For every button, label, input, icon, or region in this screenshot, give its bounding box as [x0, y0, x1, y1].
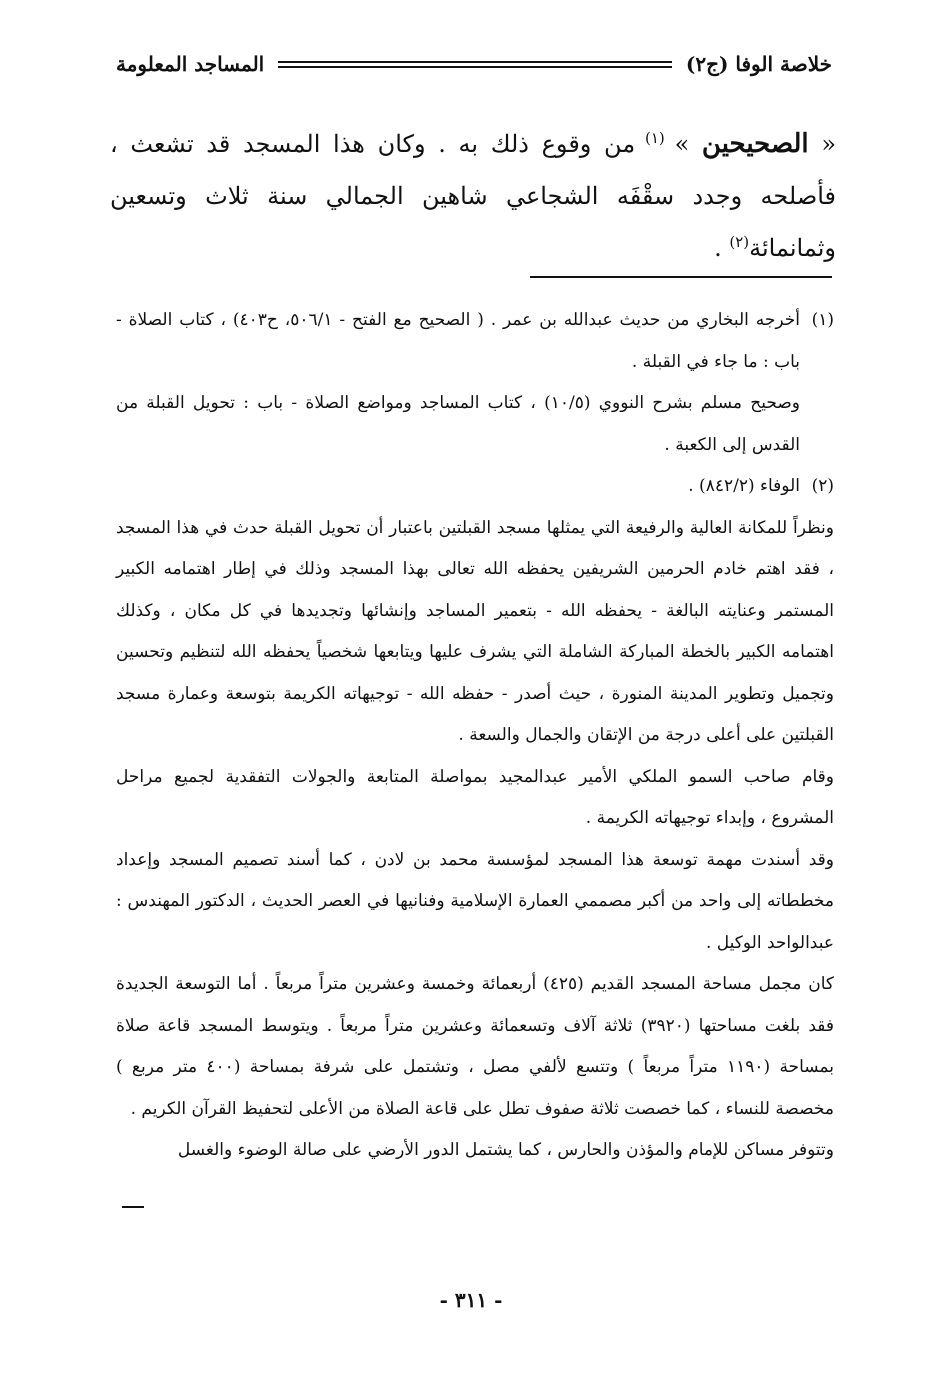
footnote-text: الوفاء (٨٤٢/٢) . [688, 476, 800, 496]
main-paragraph-text: من وقوع ذلك به . وكان هذا المسجد قد تشعث ، فأصلحه وجدد سقْفَه الشجاعي شاهين الجمالي سنة ثلاث وتسعين وثمانمائة [110, 130, 836, 262]
footnote-paragraph: وقد أسندت مهمة توسعة هذا المسجد لمؤسسة محمد بن لادن ، كما أسند تصميم المسجد وإعداد مخططاته إلى واحد من أكبر مصممي العمارة الإسلامية وفنانيها في العصر الحديث ، الدكتور المهندس : عبدالواحد الوكيل . [116, 849, 834, 953]
footnotes [116, 300, 834, 1172]
footnote-paragraph: ونظراً للمكانة العالية والرفيعة التي يمثلها مسجد القبلتين باعتبار أن تحويل القبلة حدث في هذا المسجد ، فقد اهتم خادم الحرمين الشريفين يحفظه الله تعالى بهذا المسجد وذلك في إطار اهتمامه الكبير المستمر وعنايته البالغة - يحفظه الله - بتعمير المساجد وإنشائها وتجديدها في كل مكان ، وكذلك اهتمامه الكبير بالخطة المباركة الشاملة التي يشرف عليها ويتابعها شخصياً يحفظه الله لتنظيم وتحسين وتجميل وتطوير المدينة المنورة ، حيث أصدر - حفظه الله - توجيهاته الكريمة بتوسعة وعمارة مسجد القبلتين على أعلى درجة من الإتقان والجمال والسعة . [116, 517, 834, 745]
footnote-body [116, 300, 800, 466]
running-header [116, 44, 832, 84]
footnote-number: (٢) [811, 476, 834, 496]
book-title: خلاصة الوفا (ج٢) [685, 52, 832, 76]
main-paragraph-end: . [714, 234, 730, 262]
page-number: - ٣١١ - [439, 1288, 503, 1312]
footnote-1 [116, 300, 834, 466]
footnote-ref-1: (١) [635, 129, 675, 147]
footnote-ref-2: (٢) [729, 233, 750, 251]
chapter-title: المساجد المعلومة [116, 52, 265, 76]
footnote-number: (١) [811, 310, 834, 330]
footnote-text: أخرجه البخاري من حديث عبدالله بن عمر . ( الصحيح مع الفتح - ٥٠٦/١، ح٤٠٣) ، كتاب الصلاة - باب : ما جاء في القبلة . [116, 310, 801, 372]
main-text [110, 118, 836, 274]
main-paragraph [110, 118, 836, 274]
quote-open: « [808, 130, 836, 158]
header-rule [278, 61, 672, 68]
footnote-separator [530, 276, 832, 278]
footnote-paragraph: وتتوفر مساكن للإمام والمؤذن والحارس ، كما يشتمل الدور الأرضي على صالة الوضوء والغسل [177, 1140, 834, 1160]
footnote-body [116, 466, 800, 508]
footnote-paragraph: وقام صاحب السمو الملكي الأمير عبدالمجيد بمواصلة المتابعة والجولات التفقدية لجميع مراحل المشروع ، وإبداء توجيهاته الكريمة . [116, 766, 834, 828]
footnote-2 [116, 466, 834, 508]
footnote-paragraph: كان مجمل مساحة المسجد القديم (٤٢٥) أربعمائة وخمسة وعشرين متراً مربعاً . أما التوسعة الجديدة فقد بلغت مساحتها (٣٩٢٠) ثلاثة آلاف وتسعمائة وعشرين متراً مربعاً . ويتوسط المسجد قاعة صلاة بمساحة (١١٩٠ متراً مربعاً ) وتتسع لألفي مصل ، وتشتمل على شرفة بمساحة (٤٠٠ متر مربع ) مخصصة للنساء ، كما خصصت ثلاثة صفوف تطل على قاعة الصلاة من الأعلى لتحفيظ القرآن الكريم . [116, 974, 835, 1119]
footnote-text: وصحيح مسلم بشرح النووي (١٠/٥) ، كتاب المساجد ومواضع الصلاة - باب : تحويل القبلة من القدس إلى الكعبة . [116, 393, 800, 455]
quote-close: » [674, 130, 702, 158]
continuation-dash [122, 1206, 144, 1208]
bold-term: الصحيحين [701, 129, 809, 159]
